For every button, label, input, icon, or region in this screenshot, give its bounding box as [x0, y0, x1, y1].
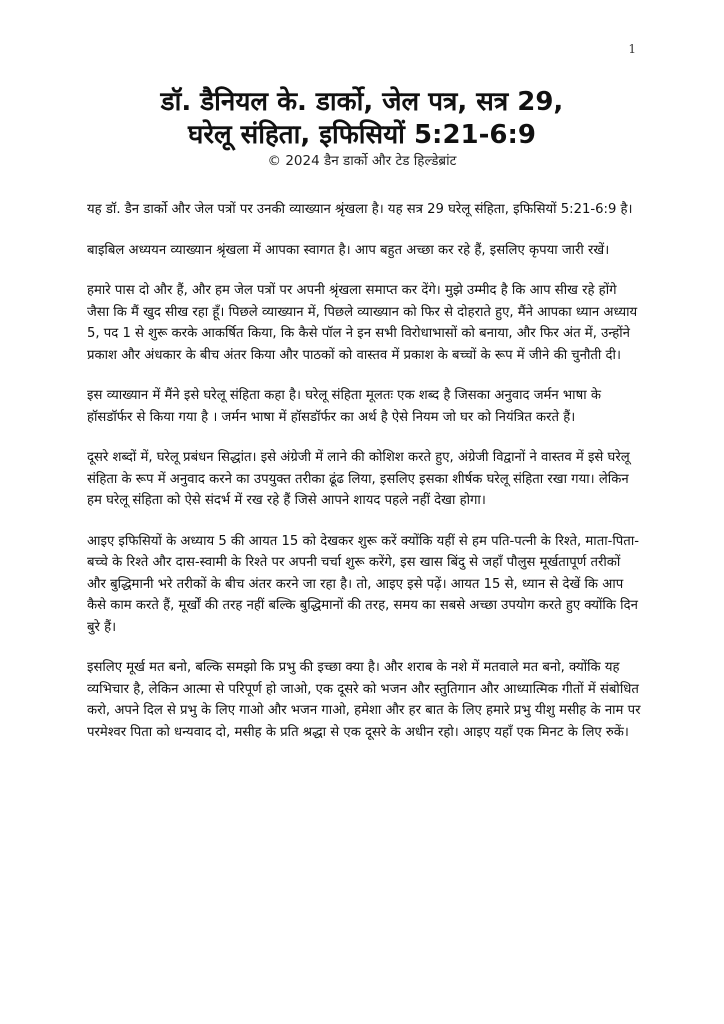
copyright-notice: © 2024 डैन डार्को और टेड हिल्डेब्रांट [267, 153, 457, 169]
document-body [87, 199, 642, 762]
document-title-line-1: डॉ. डैनियल के. डार्को, जेल पत्र, सत्र 29, [160, 87, 564, 117]
paragraph-3: हमारे पास दो और हैं, और हम जेल पत्रों पर अपनी श्रृंखला समाप्त कर देंगे। मुझे उम्मीद है कि आप सीख रहे होंगे जैसा कि मैं खुद सीख रहा हूँ। पिछले व्याख्यान में, पिछले व्याख्यान को फिर से दोहराते हुए, मैंने आपका ध्यान अध्याय 5, पद 1 से शुरू करके आकर्षित किया, कि कैसे पॉल ने इन सभी विरोधाभासों को बनाया, और फिर अंत में, उन्होंने प्रकाश और अंधकार के बीच अंतर किया और पाठकों को वास्तव में प्रकाश के बच्चों के रूप में जीने की चुनौती दी। [87, 283, 638, 363]
paragraph-7: इसलिए मूर्ख मत बनो, बल्कि समझो कि प्रभु की इच्छा क्या है। और शराब के नशे में मतवाले मत बनो, क्योंकि यह व्यभिचार है, लेकिन आत्मा से परिपूर्ण हो जाओ, एक दूसरे को भजन और स्तुतिगान और आध्यात्मिक गीतों में संबोधित करो, अपने दिल से प्रभु के लिए गाओ और भजन गाओ, हमेशा और हर बात के लिए हमारे प्रभु यीशु मसीह के नाम पर परमेश्वर पिता को धन्यवाद दो, मसीह के प्रति श्रद्धा से एक दूसरे के अधीन रहो। आइए यहाँ एक मिनट के लिए रुकें। [87, 660, 641, 740]
paragraph-4: इस व्याख्यान में मैंने इसे घरेलू संहिता कहा है। घरेलू संहिता मूलतः एक शब्द है जिसका अनुवाद जर्मन भाषा के हॉसडॉर्फर से किया गया है । जर्मन भाषा में हॉसडॉर्फर का अर्थ है ऐसे नियम जो घर को नियंत्रित करते हैं। [87, 388, 601, 425]
page-number: 1 [628, 42, 636, 56]
paragraph-1: यह डॉ. डैन डार्को और जेल पत्रों पर उनकी व्याख्यान श्रृंखला है। यह सत्र 29 घरेलू संहिता, इफिसियों 5:21-6:9 है। [87, 202, 633, 217]
paragraph-5: दूसरे शब्दों में, घरेलू प्रबंधन सिद्धांत। इसे अंग्रेजी में लाने की कोशिश करते हुए, अंग्रेजी विद्वानों ने वास्तव में इसे घरेलू संहिता के रूप में अनुवाद करने का उपयुक्त तरीका ढूंढ लिया, इसलिए इसका शीर्षक घरेलू संहिता रखा गया। लेकिन हम घरेलू संहिता को ऐसे संदर्भ में रख रहे हैं जिसे आपने शायद पहले नहीं देखा होगा। [87, 450, 630, 508]
paragraph-2: बाइबिल अध्ययन व्याख्यान श्रृंखला में आपका स्वागत है। आप बहुत अच्छा कर रहे हैं, इसलिए कृपया जारी रखें। [87, 242, 610, 258]
paragraph-6: आइए इफिसियों के अध्याय 5 की आयत 15 को देखकर शुरू करें क्योंकि यहीं से हम पति-पत्नी के रिश्ते, माता-पिता-बच्चे के रिश्ते और दास-स्वामी के रिश्ते पर अपनी चर्चा शुरू करेंगे, इस खास बिंदु से जहाँ पौलुस मूर्खतापूर्ण तरीकों और बुद्धिमानी भरे तरीकों के बीच अंतर करने जा रहा है। तो, आइए इसे पढ़ें। आयत 15 से, ध्यान से देखें कि आप कैसे काम करते हैं, मूर्खों की तरह नहीं बल्कि बुद्धिमानों की तरह, समय का सबसे अच्छा उपयोग करते हुए क्योंकि दिन बुरे हैं। [87, 533, 639, 635]
document-title-line-2: घरेलू संहिता, इफिसियों 5:21-6:9 [187, 120, 537, 150]
document-header [60, 86, 664, 170]
